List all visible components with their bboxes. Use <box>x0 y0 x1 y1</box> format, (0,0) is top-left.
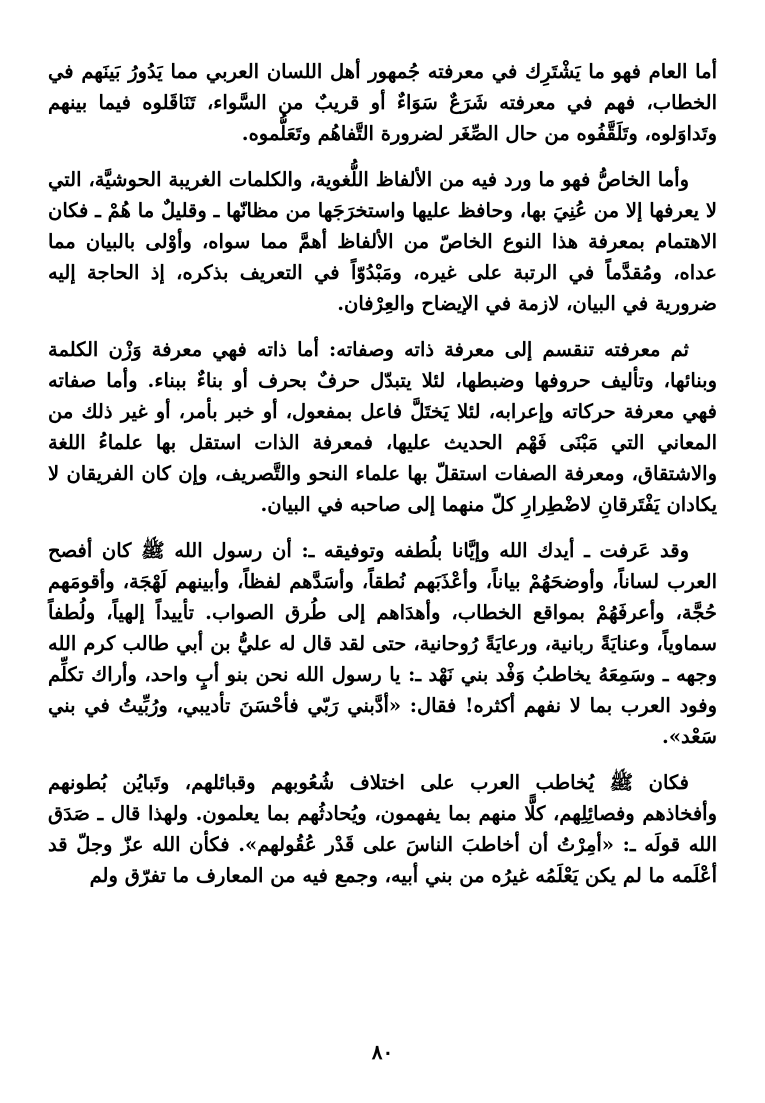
paragraph-addressing-arabs: فكان ﷺ يُخاطب العرب على اختلاف شُعُوبهم وقبائلهم، وتَبايُن بُطونهم وأفخاذهم وفصائِلِهم، كلًّا منهم بما يفهمون، ويُحادثُهم بما يعلمون. ولهذا قال ـ صَدَق الله قولَه ـ: «أمِرْتُ أن أخاطبَ الناسَ على قَدْر عُقُولهم». فكأن الله عزّ وجلّ قد أعْلَمه ما لم يكن يَعْلَمُه غيرُه من بني أبيه، وجمع فيه من المعارف ما تفرّق ولم <box>48 771 717 887</box>
paragraph-specific-vocabulary: وأما الخاصُّ فهو ما ورد فيه من الألفاظ اللُّغوية، والكلمات الغريبة الحوشيَّة، التي لا يعرفها إلا من عُنِيَ بها، وحافظ عليها واستخرَجَها من مظانّها ـ وقليلٌ ما هُمْ ـ فكان الاهتمام بمعرفة هذا النوع الخاصّ من الألفاظ أهمَّ مما سواه، وأوْلى بالبيان مما عداه، ومُقدَّماً في الرتبة على غيره، ومَبْدُوّاً في التعريف بذكره، إذ الحاجة إليه ضرورية في البيان، لازمة في الإيضاح والعِرْفان. <box>48 168 717 315</box>
paragraph-general-vocabulary: أما العام فهو ما يَشْتَرِك في معرفته جُمهور أهل اللسان العربي مما يَدُورُ بَينَهم في الخطاب، فهم في معرفته شَرَعٌ سَوَاءٌ أو قريبٌ من السَّواء، تَنَاقَلوه فيما بينهم وتَداوَلوه، وتَلَقَّفُوه من حال الصِّغَر لضرورة التَّفاهُم وتَعَلُّموه. <box>48 60 717 145</box>
paragraph-knowledge-division: ثم معرفته تنقسم إلى معرفة ذاته وصفاته: أما ذاته فهي معرفة وَزْن الكلمة وبنائها، وتأليف حروفها وضبطها، لئلا يتبدّل حرفٌ بحرف أو بناءٌ ببناء. وأما صفاته فهي معرفة حركاته وإعرابه، لئلا يَختَلَّ فاعل بمفعول، أو خبر بأمر، أو غير ذلك من المعاني التي مَبْنَى فَهْم الحديث عليها، فمعرفة الذات استقل بها علماءُ اللغة والاشتقاق، ومعرفة الصفات استقلّ بها علماء النحو والتَّصريف، وإن كان الفريقان لا يكادان يَفْتَرقانِ لاضْطِرارِ كلّ منهما إلى صاحبه في البيان. <box>48 338 717 516</box>
page-number: ٨٠ <box>371 1040 394 1064</box>
paragraph-prophet-eloquence: وقد عَرفت ـ أيدك الله وإيَّانا بلُطفه وتوفيقه ـ: أن رسول الله ﷺ كان أفصح العرب لساناً، وأوضحَهُمْ بياناً، وأعْذَبَهم نُطقاً، وأسَدَّهم لفظاً، وأبينهم لَهْجَة، وأقومَهم حُجَّة، وأعرفَهُمْ بمواقع الخطاب، وأهدَاهم إلى طُرق الصواب. تأييداً إلهياً، ولُطفاً سماوياً، وعنايَةً ربانية، ورعايَةً رُوحانية، حتى لقد قال له عليُّ بن أبي طالب كرم الله وجهه ـ وسَمِعَهُ يخاطبُ وَفْد بني نَهْد ـ: يا رسول الله نحن بنو أبٍ واحد، وأراك تكلِّم وفود العرب بما لا نفهم أكثره! فقال: «أدَّبني رَبّي فأحْسَنَ تأديبي، ورُبِّيتُ في بني سَعْد». <box>48 539 717 748</box>
page-body-text <box>48 56 717 891</box>
